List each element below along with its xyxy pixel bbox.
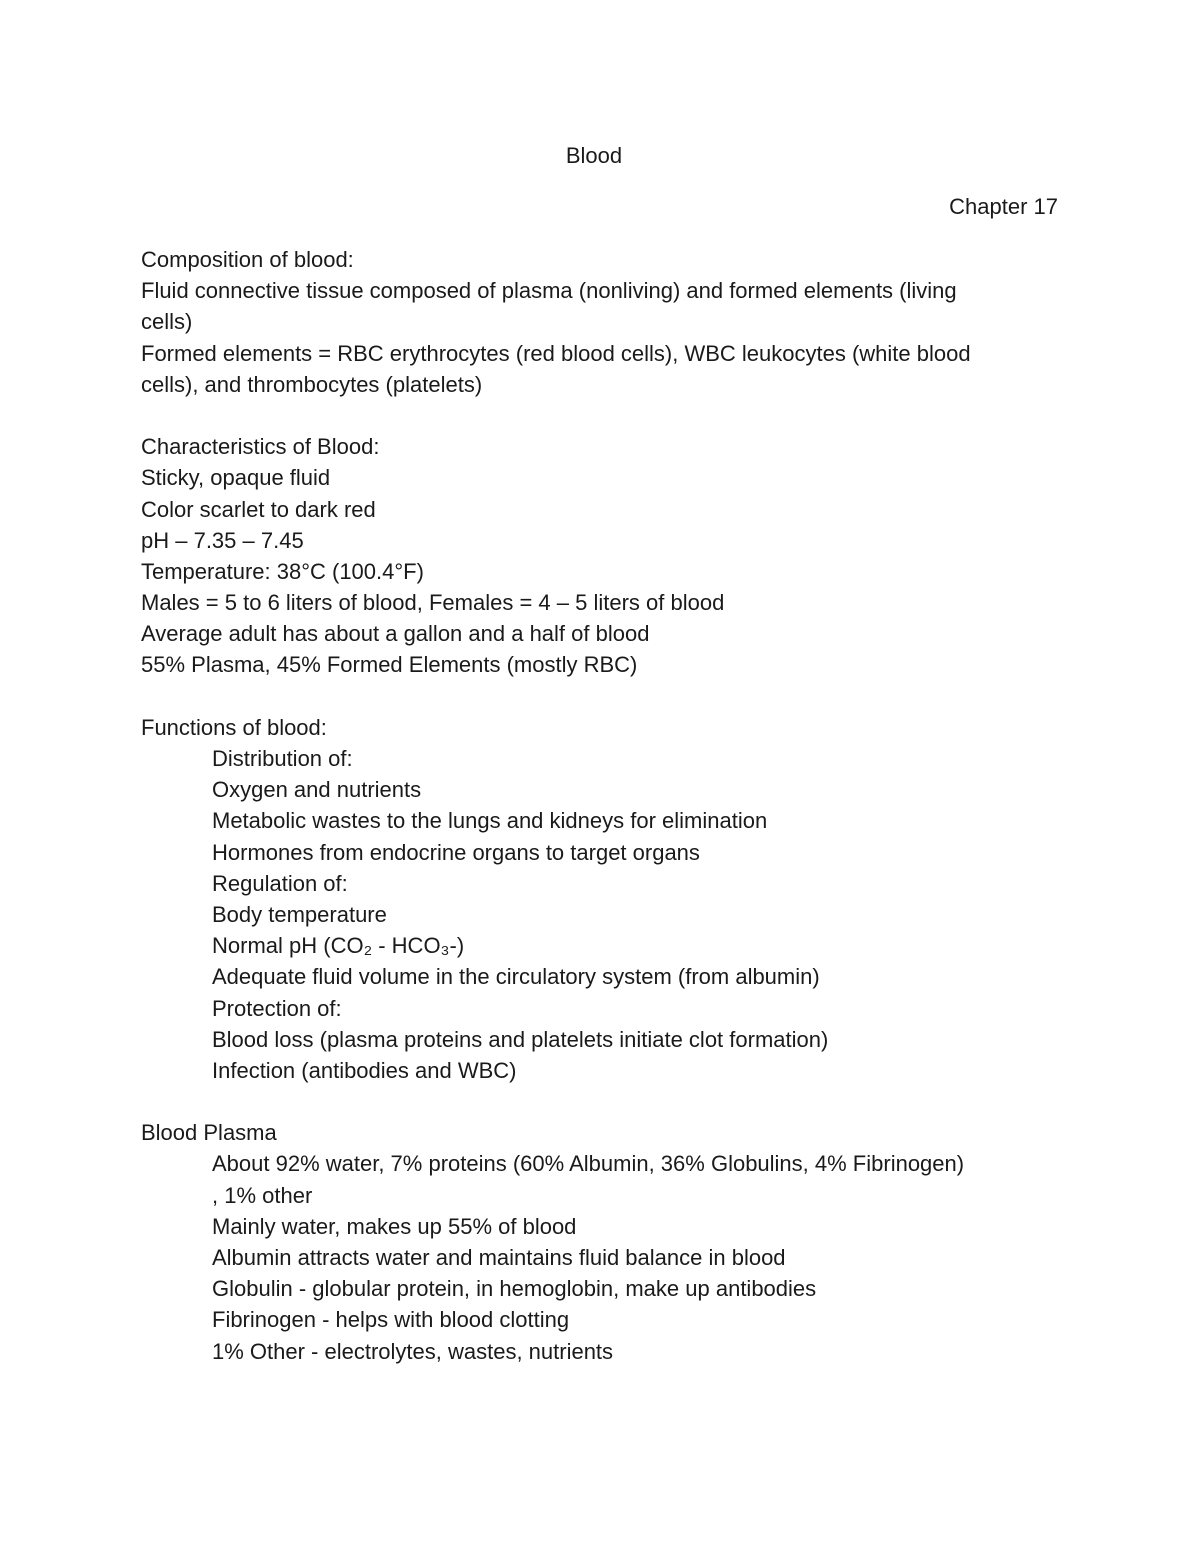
- characteristics-line: 55% Plasma, 45% Formed Elements (mostly RBC): [141, 652, 638, 678]
- functions-line: Adequate fluid volume in the circulatory system (from albumin): [212, 964, 820, 990]
- plasma-line: Globulin - globular protein, in hemoglobin, make up antibodies: [212, 1276, 817, 1302]
- section-gap: [141, 1086, 1041, 1117]
- functions-line: Metabolic wastes to the lungs and kidneys for elimination: [212, 808, 768, 834]
- section-gap: [141, 681, 1041, 712]
- plasma-line: Mainly water, makes up 55% of blood: [212, 1213, 577, 1239]
- chapter-label: Chapter 17: [949, 194, 1058, 219]
- document-title: Blood: [565, 143, 623, 168]
- functions-line: Infection (antibodies and WBC): [212, 1057, 517, 1083]
- functions-heading: Functions of blood:: [141, 714, 327, 740]
- characteristics-line: Temperature: 38°C (100.4°F): [141, 558, 424, 584]
- plasma-line: 1% Other - electrolytes, wastes, nutrients: [212, 1338, 614, 1364]
- composition-line: Fluid connective tissue composed of plasma (nonliving) and formed elements (living: [141, 278, 957, 304]
- composition-line: cells): [141, 309, 193, 335]
- characteristics-line: Sticky, opaque fluid: [141, 465, 331, 491]
- functions-line: Normal pH (CO₂ - HCO₃-): [212, 933, 465, 959]
- characteristics-line: Color scarlet to dark red: [141, 496, 376, 522]
- plasma-heading: Blood Plasma: [141, 1120, 277, 1146]
- section-gap: [141, 400, 1041, 431]
- plasma-line: Albumin attracts water and maintains fluid balance in blood: [212, 1245, 786, 1270]
- composition-heading: Composition of blood:: [141, 247, 354, 272]
- document-body: [141, 244, 1041, 1367]
- functions-line: Distribution of:: [212, 746, 353, 771]
- plasma-line: Fibrinogen - helps with blood clotting: [212, 1307, 570, 1333]
- plasma-line: About 92% water, 7% proteins (60% Albumin, 36% Globulins, 4% Fibrinogen): [212, 1151, 965, 1177]
- plasma-line: , 1% other: [212, 1182, 313, 1208]
- characteristics-line: Average adult has about a gallon and a half of blood: [141, 621, 650, 647]
- characteristics-line: Males = 5 to 6 liters of blood, Females = 4 – 5 liters of blood: [141, 590, 725, 616]
- functions-line: Blood loss (plasma proteins and platelets initiate clot formation): [212, 1026, 829, 1052]
- functions-line: Hormones from endocrine organs to target organs: [212, 839, 700, 865]
- functions-line: Protection of:: [212, 995, 342, 1021]
- functions-line: Oxygen and nutrients: [212, 777, 422, 803]
- functions-line: Body temperature: [212, 901, 387, 927]
- characteristics-line: pH – 7.35 – 7.45: [141, 527, 304, 553]
- functions-line: Regulation of:: [212, 870, 348, 896]
- composition-line: Formed elements = RBC erythrocytes (red blood cells), WBC leukocytes (white blood: [141, 340, 971, 366]
- characteristics-heading: Characteristics of Blood:: [141, 434, 380, 460]
- composition-line: cells), and thrombocytes (platelets): [141, 371, 483, 397]
